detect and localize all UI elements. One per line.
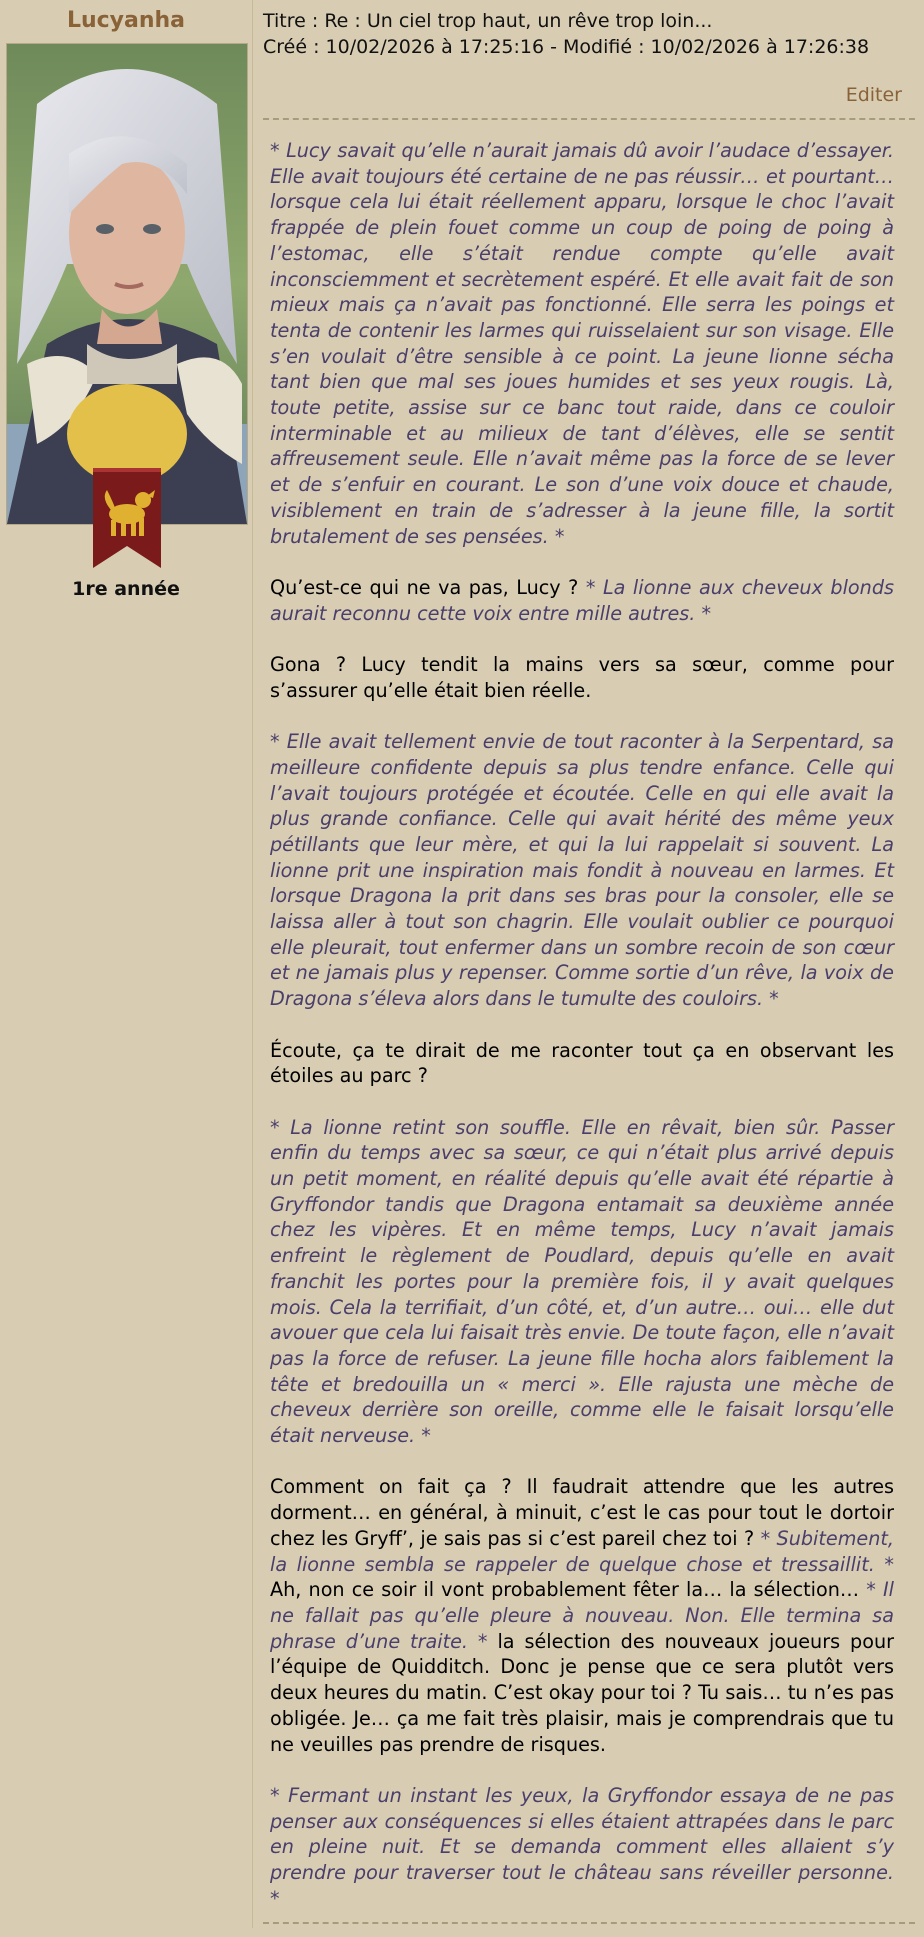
gryffindor-lion-banner-icon [91, 468, 163, 568]
author-panel [0, 0, 253, 1928]
author-name[interactable]: Lucyanha [66, 8, 186, 33]
post-body [270, 138, 894, 1937]
paragraph [270, 1783, 894, 1912]
post-dates: Créé : 10/02/2026 à 17:25:16 - Modifié : 10/02/2026 à 17:26:38 [263, 36, 870, 58]
avatar [6, 43, 248, 525]
narration: * Lucy savait qu’elle n’aurait jamais dû avoir l’audace d’essayer. Elle avait toujours été certaine de ne pas réussir… et pourtant… lorsque cela lui était réellement apparu, lorsque le choc l’avait frappée de plein fouet comme un coup de poing de poing à l’estomac, elle s’était rendue compte qu’elle avait inconsciemment et secrètement espéré. Et elle avait fait de son mieux mais ça n’avait pas fonctionné. Elle serra les poings et tenta de contenir les larmes qui ruisselaient sur son visage. Elle s’en voulait d’être sensible à ce point. La jeune lionne sécha tant bien que mal ses joues humides et ses yeux rougis. Là, toute petite, assise sur ce banc tout raide, dans ce couloir interminable et au milieux de tant d’élèves, elle se sentit affreusement seule. Elle n’avait même pas la force de se lever et de s’enfuir en courant. Le son d’une voix douce et chaude, visiblement en train de s’adresser à la jeune fille, la sortit brutalement de ses pensées. * [270, 139, 894, 548]
speech: Ah, non ce soir il vont probablement fêter la… la sélection… [270, 1578, 860, 1602]
edit-button[interactable]: Editer [845, 84, 902, 106]
narration: * La lionne aux cheveux blonds aurait reconnu cette voix entre mille autres. * [270, 575, 894, 625]
speech: Qu’est-ce qui ne va pas, Lucy ? [270, 575, 579, 599]
narration: * Il ne fallait pas qu’elle pleure à nouveau. Non. Elle termina sa phrase d’une traite. * [270, 1578, 895, 1653]
paragraph [270, 575, 894, 626]
paragraph [270, 138, 894, 549]
separator [263, 1922, 915, 1924]
paragraph [270, 652, 894, 703]
paragraph [270, 1038, 894, 1089]
user-rank: 1re année [72, 578, 180, 600]
paragraph [270, 1115, 894, 1449]
portrait-photo-icon [7, 44, 247, 524]
post-meta [263, 8, 913, 60]
narration: * La lionne retint son souffle. Elle en rêvait, bien sûr. Passer enfin du temps avec sa sœur, ce qui n’était plus arrivé depuis un petit moment, en réalité depuis qu’elle avait été répartie à Gryffondor tandis que Dragona entamait sa deuxième année chez les vipères. Et en même temps, Lucy n’avait jamais enfreint le règlement de Poudlard, depuis qu’elle en avait franchit les portes pour la première fois, il y avait quelques mois. Cela la terrifiait, d’un côté, et, d’un autre… oui… elle dut avouer que cela lui faisait très envie. De toute façon, elle n’avait pas la force de refuser. La jeune fille hocha alors faiblement la tête et bredouilla un « merci ». Elle rajusta une mèche de cheveux derrière son oreille, comme elle le faisait lorsqu’elle était nerveuse. * [270, 1115, 894, 1448]
speech: Gona ? Lucy tendit la mains vers sa sœur, comme pour s’assurer qu’elle était bien réelle. [270, 653, 894, 702]
post-content [253, 0, 924, 1928]
separator [263, 118, 915, 120]
narration: * Subitement, la lionne sembla se rappeler de quelque chose et tressaillit. * [270, 1526, 894, 1576]
speech: Comment on fait ça ? Il faudrait attendre que les autres dorment… en général, à minuit, c’est le cas pour tout le dortoir chez les Gryff’, je sais pas si c’est pareil chez toi ? [270, 1475, 894, 1550]
gryffindor-crest [91, 468, 163, 568]
speech: la sélection des nouveaux joueurs pour l’équipe de Quidditch. Donc je pense que ce sera plutôt vers deux heures du matin. C’est okay pour toi ? Tu sais… tu n’es pas obligée. Je… ça me fait très plaisir, mais je comprendrais que tu ne veuilles pas prendre de risques. [270, 1629, 894, 1756]
paragraph [270, 729, 894, 1012]
narration: * Elle avait tellement envie de tout raconter à la Serpentard, sa meilleure confidente depuis sa plus tendre enfance. Celle qui l’avait toujours protégée et écoutée. Celle en qui elle avait la plus grande confiance. Celle qui avait hérité des même yeux pétillants que leur mère, et qui la lui rappelait si souvent. La lionne prit une inspiration mais fondit à nouveau en larmes. Et lorsque Dragona la prit dans ses bras pour la consoler, elle se laissa aller à tout son chagrin. Elle voulait oublier ce pourquoi elle pleurait, tout enfermer dans un sombre recoin de son cœur et ne jamais plus y repenser. Comme sortie d’un rêve, la voix de Dragona s’éleva alors dans le tumulte des couloirs. * [270, 730, 894, 1011]
speech: Écoute, ça te dirait de me raconter tout ça en observant les étoiles au parc ? [270, 1038, 894, 1088]
narration: * Fermant un instant les yeux, la Gryffondor essaya de ne pas penser aux conséquences si elles étaient attrapées dans le parc en pleine nuit. Et se demanda comment elles allaient s’y prendre pour traverser tout le château sans réveiller personne. * [270, 1783, 894, 1910]
paragraph [270, 1474, 894, 1757]
post-title: Titre : Re : Un ciel trop haut, un rêve trop loin... [263, 10, 713, 32]
